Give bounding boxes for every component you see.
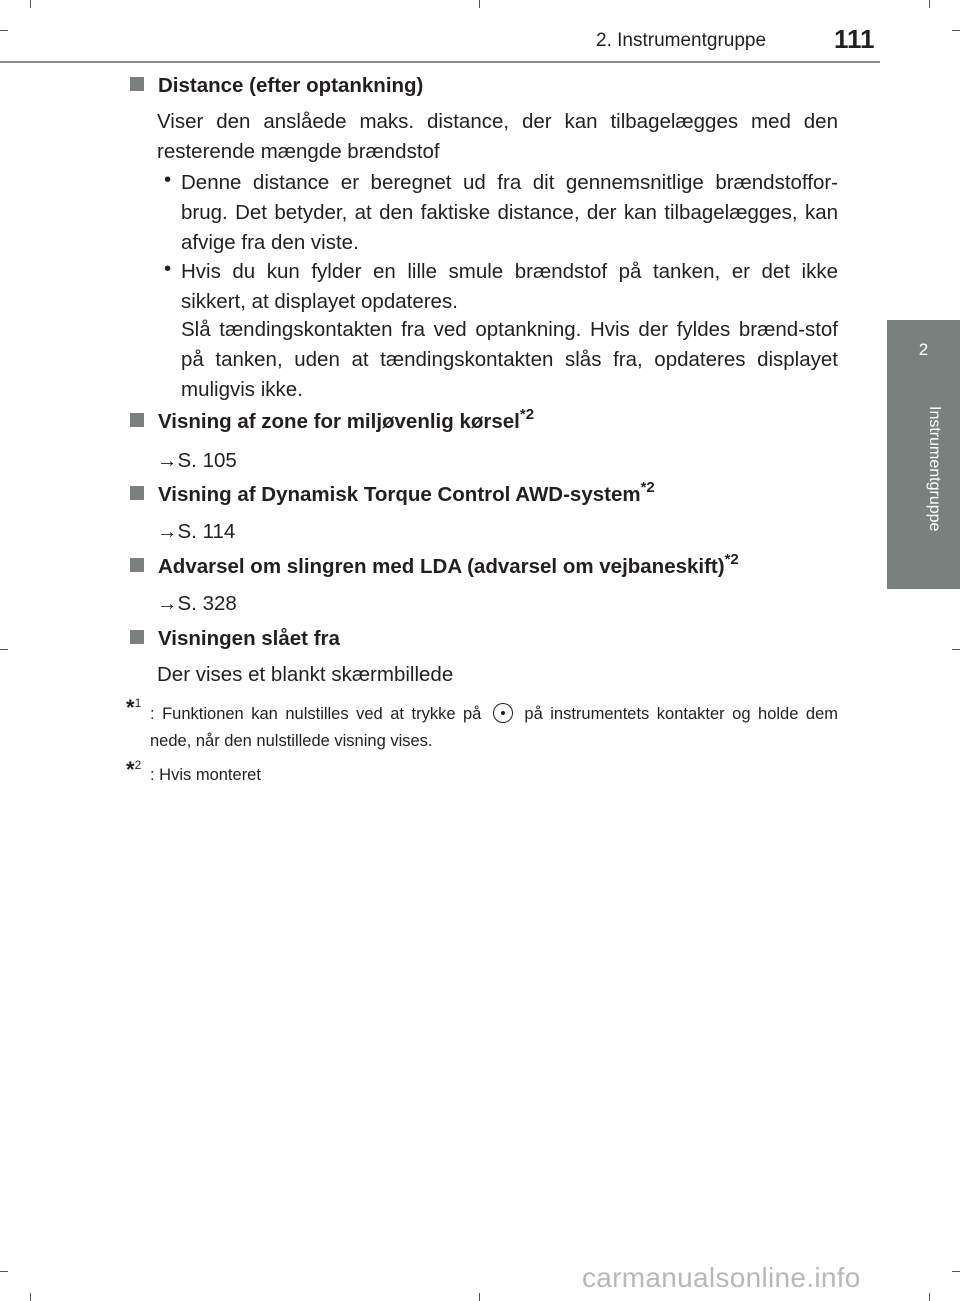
bullet-continuation: Slå tændingskontakten fra ved optankning. Hvis der fyldes brænd-stof på tanken, uden at tændingskontakten slås fra, opdateres displayet muligvis ikke. (181, 318, 838, 401)
crop-mark (30, 0, 31, 8)
section-body: Der vises et blankt skærmbillede (157, 663, 454, 686)
crop-mark (0, 1271, 8, 1272)
square-bullet-icon (130, 77, 144, 91)
bullet-text: Denne distance er beregnet ud fra dit gennemsnitlige brændstoffor-brug. Det betyder, at den faktiske distance, der kan tilbagelægges, kan afvige fra den viste. (181, 171, 838, 254)
crop-mark (952, 30, 960, 31)
heading-text: Visning af Dynamisk Torque Control AWD-system (158, 483, 641, 506)
bullet-text: Hvis du kun fylder en lille smule brændstof på tanken, er det ikke sikkert, at displayet opdateres. (181, 260, 838, 313)
crop-mark (479, 0, 480, 8)
chapter-title: 2. Instrumentgruppe (596, 30, 767, 51)
heading-text: Distance (efter optankning) (158, 74, 424, 97)
heading-text: Visning af zone for miljøvenlig kørsel (158, 410, 520, 433)
footnote-marker (126, 757, 141, 783)
heading-text: Visningen slået fra (158, 627, 340, 650)
section-heading (130, 406, 535, 434)
footnote-marker (126, 695, 141, 721)
footnote-text (150, 701, 838, 755)
footnote-text-part: : Funktionen kan nulstilles ved at trykke på (150, 705, 482, 723)
page-reference[interactable]: →S. 105 (157, 449, 237, 472)
section-heading (130, 74, 423, 98)
section-heading (130, 627, 340, 651)
square-bullet-icon (130, 630, 144, 644)
footnote-text: : Hvis monteret (150, 766, 261, 784)
side-tab-number: 2 (918, 340, 929, 359)
square-bullet-icon (130, 558, 144, 572)
footnote-ref: *2 (640, 479, 655, 496)
bullet-dot: • (164, 168, 172, 191)
bullet-dot: • (164, 257, 172, 280)
square-bullet-icon (130, 486, 144, 500)
heading-text: Advarsel om slingren med LDA (advarsel om vejbaneskift) (158, 555, 725, 578)
crop-mark (0, 30, 8, 31)
chapter-side-tab (887, 320, 960, 589)
header-rule (0, 61, 880, 63)
section-heading (130, 551, 739, 579)
crop-mark (929, 0, 930, 8)
section-body: Viser den anslåede maks. distance, der kan tilbagelægges med den resterende mængde brændstof (157, 110, 838, 163)
crop-mark (952, 1271, 960, 1272)
section-heading (130, 479, 655, 507)
page-reference[interactable]: →S. 328 (157, 592, 237, 615)
footnote-asterisk: * (126, 757, 135, 782)
crop-mark (0, 649, 8, 650)
footnote-text-part: på instrumentets kontakter og holde dem nede, når den nulstillede visning vises. (150, 705, 838, 750)
crop-mark (479, 1293, 480, 1301)
crop-mark (30, 1293, 31, 1301)
footnote-asterisk: * (126, 695, 135, 720)
watermark: carmanualsonline.info (582, 1262, 861, 1293)
footnote-number: 1 (134, 696, 142, 710)
dial-button-icon (493, 703, 513, 723)
crop-mark (929, 1293, 930, 1301)
footnote-ref: *2 (519, 406, 535, 423)
footnote-ref: *2 (724, 551, 739, 568)
page-reference[interactable]: →S. 114 (157, 520, 236, 543)
crop-mark (952, 649, 960, 650)
side-tab-label: Instrumentgruppe (926, 406, 943, 532)
footnote-number: 2 (134, 758, 142, 772)
page-number: 111 (834, 24, 875, 54)
square-bullet-icon (130, 413, 144, 427)
